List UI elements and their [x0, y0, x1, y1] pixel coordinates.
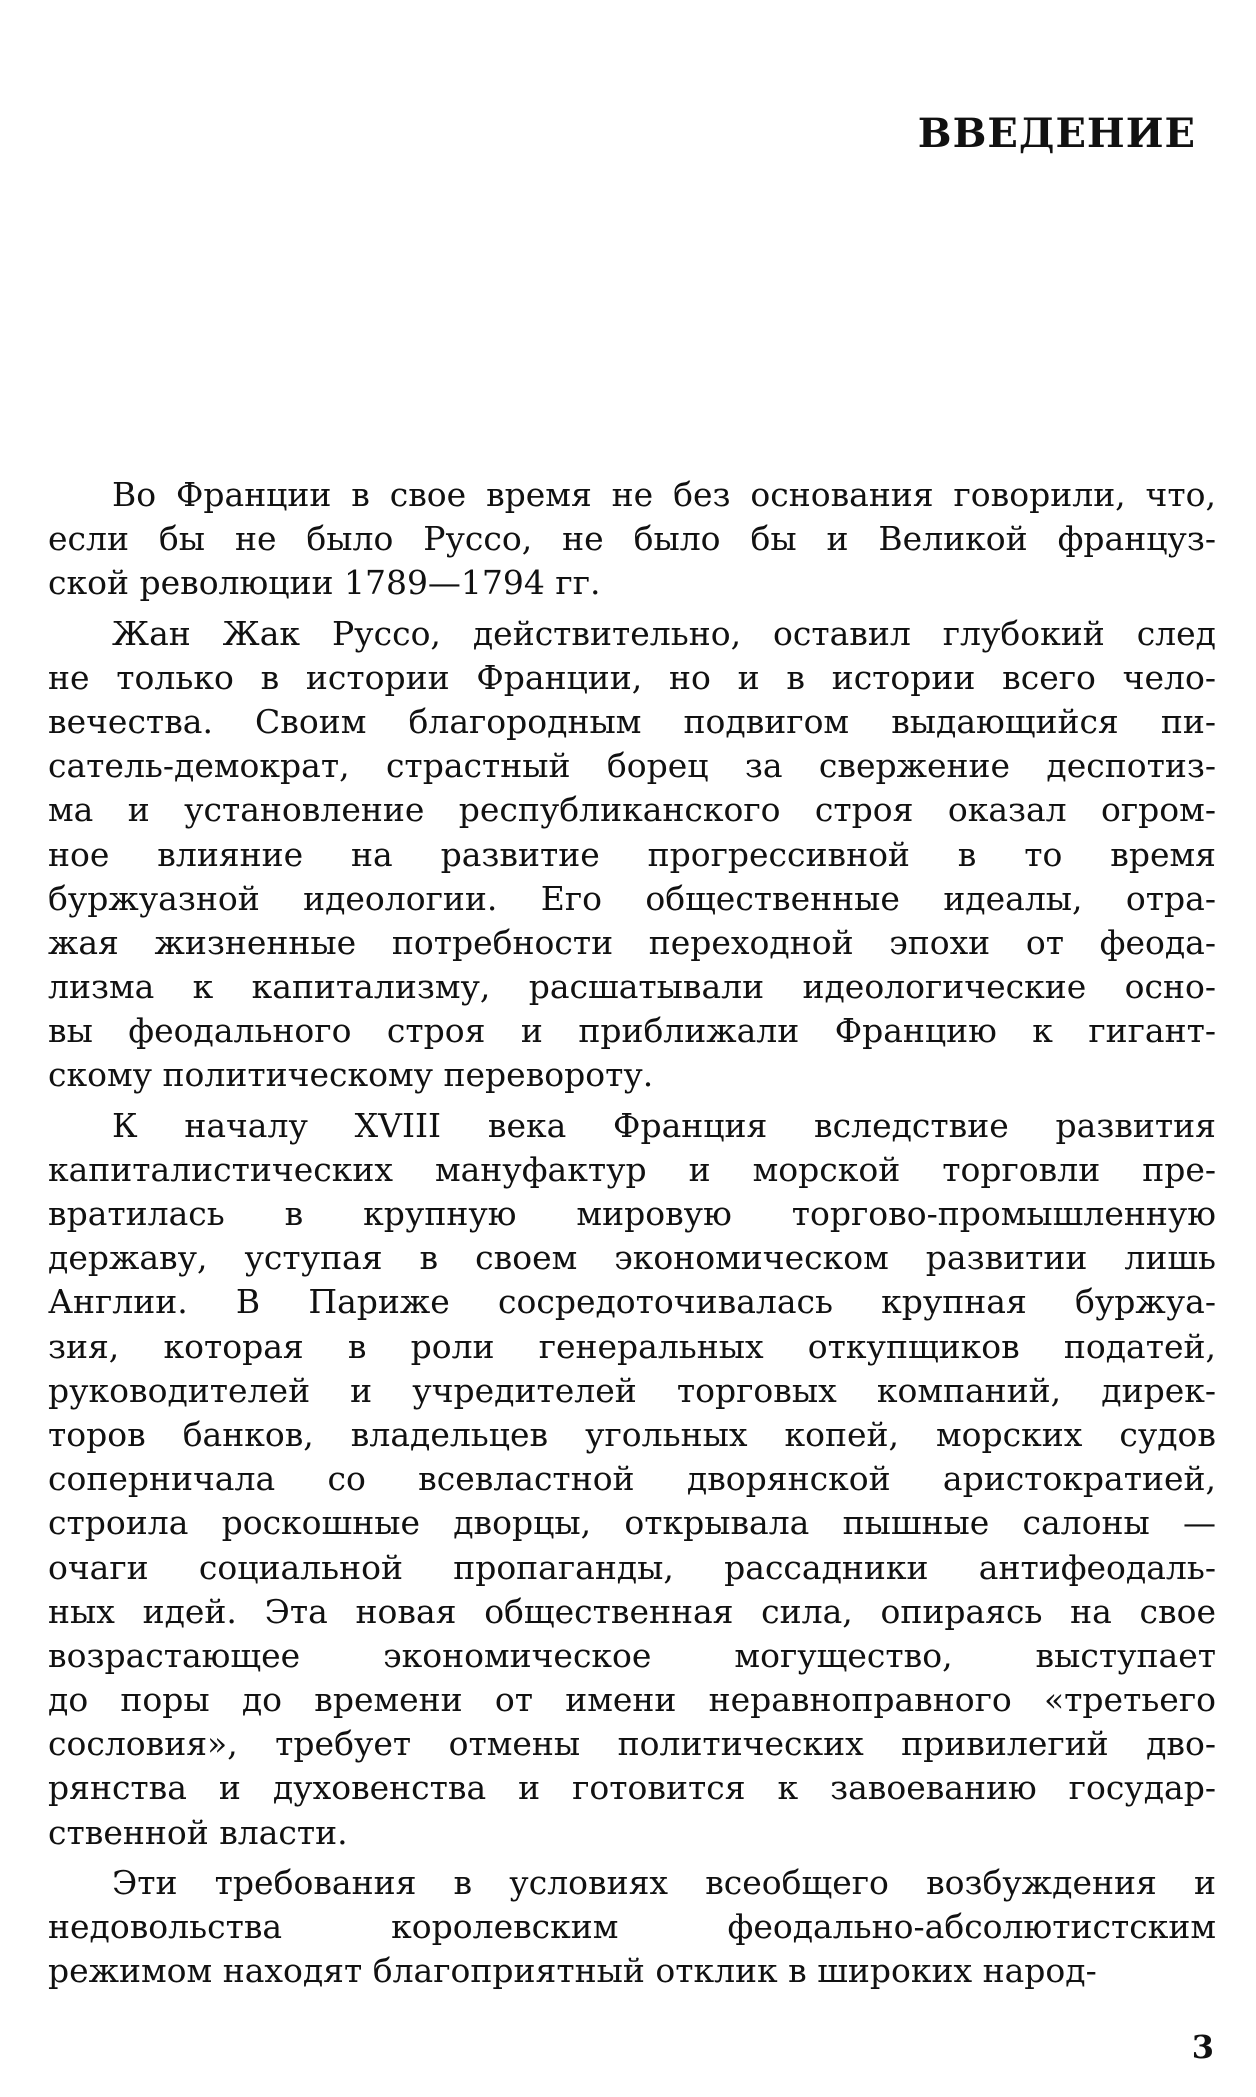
text-line: скому политическому перевороту. [48, 1055, 654, 1095]
text-line: ской революции 1789—1794 гг. [48, 563, 601, 603]
text-line: жая жизненные потребности переходной эпохи от феода- [48, 922, 1216, 962]
chapter-heading: ВВЕДЕНИЕ [917, 110, 1196, 157]
text-line: до поры до времени от имени неравноправного «третьего [48, 1680, 1216, 1720]
text-line: ственной власти. [48, 1812, 348, 1852]
text-line: капиталистических мануфактур и морской торговли пре- [48, 1149, 1216, 1189]
text-line: вечества. Своим благородным подвигом выдающийся пи- [48, 701, 1216, 741]
text-line: вратилась в крупную мировую торгово-промышленную [48, 1194, 1216, 1233]
text-line: строила роскошные дворцы, открывала пышные салоны — [48, 1503, 1216, 1543]
text-line: ма и установление республиканского строя оказал огром- [48, 790, 1216, 830]
paragraph [48, 473, 1216, 606]
body-text [48, 473, 1216, 1999]
text-line: лизма к капитализму, расшатывали идеологические осно- [48, 967, 1216, 1007]
text-line: К началу XVIII века Франция вследствие развития [112, 1105, 1216, 1145]
text-line: ных идей. Эта новая общественная сила, опираясь на свое [48, 1591, 1216, 1631]
text-line: сатель-демократ, страстный борец за свержение деспотиз- [48, 746, 1216, 786]
paragraph [48, 1104, 1216, 1855]
text-line: ное влияние на развитие прогрессивной в то время [48, 834, 1216, 874]
text-line: руководителей и учредителей торговых компаний, дирек- [48, 1370, 1216, 1410]
text-line: державу, уступая в своем экономическом развитии лишь [48, 1238, 1216, 1278]
text-line: Эти требования в условиях всеобщего возбуждения и [112, 1862, 1216, 1902]
text-line: очаги социальной пропаганды, рассадники антифеодаль- [48, 1547, 1216, 1587]
paragraph [48, 612, 1216, 1098]
text-line: недовольства королевским феодально-абсолютистским [48, 1907, 1216, 1946]
text-line: Англии. В Париже сосредоточивалась крупная буржуа- [48, 1282, 1216, 1322]
text-line: зия, которая в роли генеральных откупщиков податей, [48, 1326, 1216, 1366]
text-line: Во Франции в свое время не без основания говорили, что, [112, 475, 1216, 514]
text-line: режимом находят благоприятный отклик в широких народ- [48, 1951, 1097, 1991]
paragraph [48, 1861, 1216, 1994]
text-line: если бы не было Руссо, не было бы и Великой француз- [48, 519, 1216, 559]
text-line: торов банков, владельцев угольных копей, морских судов [48, 1414, 1216, 1454]
text-line: соперничала со всевластной дворянской аристократией, [48, 1459, 1216, 1499]
text-line: сословия», требует отмены политических привилегий дво- [48, 1724, 1216, 1764]
text-line: Жан Жак Руссо, действительно, оставил глубокий след [112, 613, 1216, 653]
text-line: возрастающее экономическое могущество, выступает [48, 1635, 1216, 1675]
text-line: вы феодального строя и приближали Францию к гигант- [48, 1011, 1216, 1051]
text-line: не только в истории Франции, но и в истории всего чело- [48, 657, 1216, 697]
page-number: 3 [1191, 2028, 1214, 2066]
text-line: рянства и духовенства и готовится к завоеванию государ- [48, 1768, 1216, 1808]
text-line: буржуазной идеологии. Его общественные идеалы, отра- [48, 878, 1216, 918]
